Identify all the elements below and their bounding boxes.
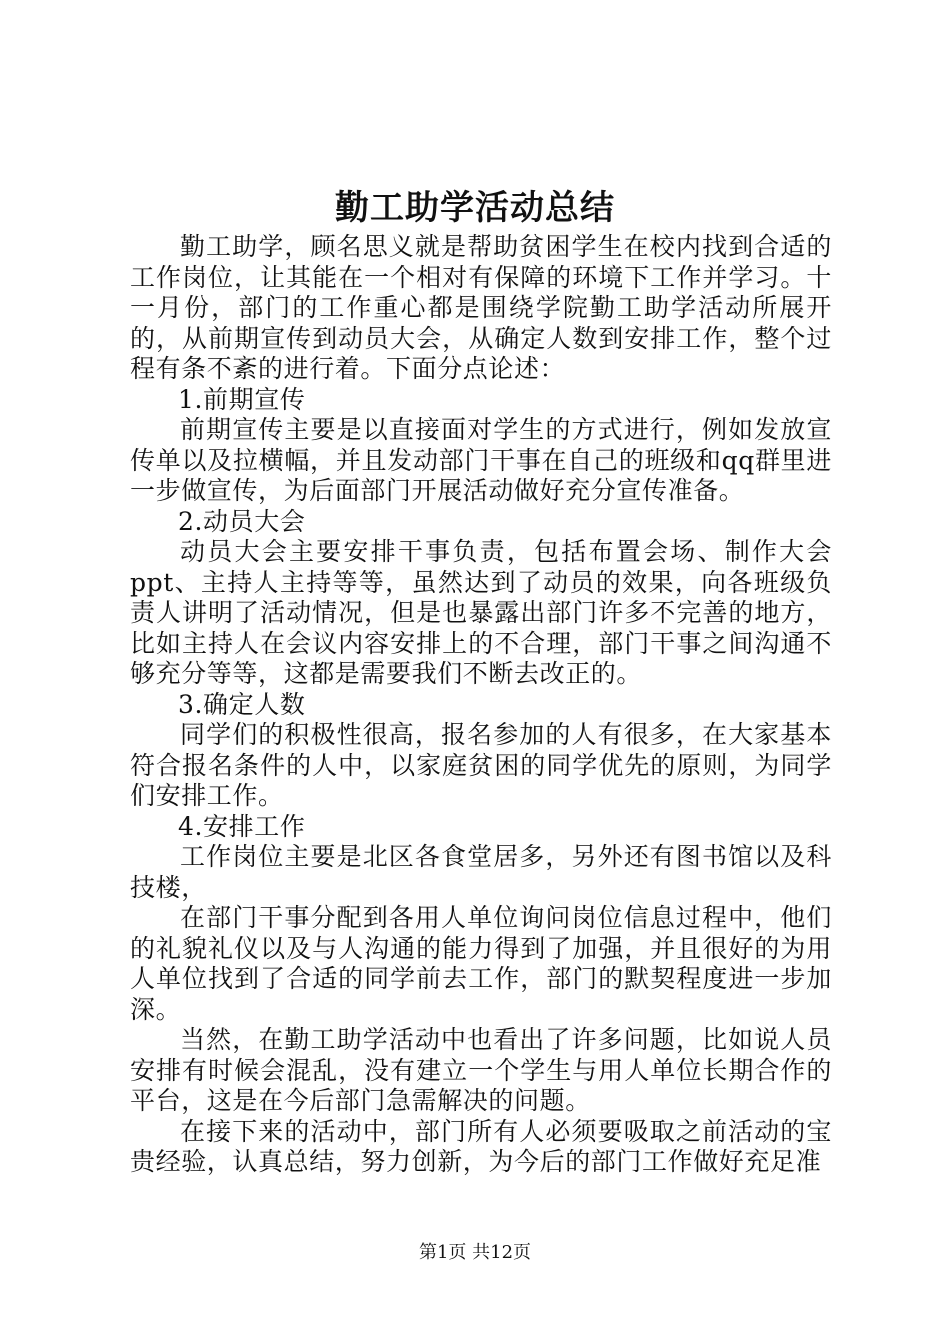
section-heading-publicity: 1.前期宣传 <box>178 384 306 414</box>
section-heading-mobilization: 2.动员大会 <box>178 506 306 536</box>
document-title: 勤工助学活动总结 <box>335 188 615 228</box>
document-body <box>130 232 832 1178</box>
section-paragraph-publicity: 前期宣传主要是以直接面对学生的方式进行，例如发放宣传单以及拉横幅，并且发动部门干事在自己的班级和qq群里进一步做宣传，为后面部门开展活动做好充分宣传准备。 <box>130 415 832 505</box>
section-paragraph-assignment-2: 在部门干事分配到各用人单位询问岗位信息过程中，他们的礼貌礼仪以及与人沟通的能力得到了加强，并且很好的为用人单位找到了合适的同学前去工作，部门的默契程度进一步加深。 <box>130 903 832 1024</box>
closing-paragraph-outlook: 在接下来的活动中，部门所有人必须要吸取之前活动的宝贵经验，认真总结，努力创新，为今后的部门工作做好充足准 <box>130 1116 832 1176</box>
section-paragraph-assignment-1: 工作岗位主要是北区各食堂居多，另外还有图书馆以及科技楼， <box>130 842 832 902</box>
intro-paragraph: 勤工助学，顾名思义就是帮助贫困学生在校内找到合适的工作岗位，让其能在一个相对有保障的环境下工作并学习。十一月份，部门的工作重心都是围绕学院勤工助学活动所展开的，从前期宣传到动员大会，从确定人数到安排工作，整个过程有条不紊的进行着。下面分点论述： <box>130 232 832 383</box>
page-footer: 第1页 共12页 <box>418 1242 532 1263</box>
section-paragraph-mobilization: 动员大会主要安排干事负责，包括布置会场、制作大会ppt、主持人主持等等，虽然达到了动员的效果，向各班级负责人讲明了活动情况，但是也暴露出部门许多不完善的地方，比如主持人在会议内容安排上的不合理，部门干事之间沟通不够充分等等，这都是需要我们不断去改正的。 <box>130 537 832 688</box>
closing-paragraph-problems: 当然，在勤工助学活动中也看出了许多问题，比如说人员安排有时候会混乱，没有建立一个学生与用人单位长期合作的平台，这是在今后部门急需解决的问题。 <box>130 1025 832 1115</box>
section-paragraph-headcount: 同学们的积极性很高，报名参加的人有很多，在大家基本符合报名条件的人中，以家庭贫困的同学优先的原则，为同学们安排工作。 <box>130 720 832 810</box>
section-heading-assignment: 4.安排工作 <box>178 811 306 841</box>
section-heading-headcount: 3.确定人数 <box>178 689 306 719</box>
